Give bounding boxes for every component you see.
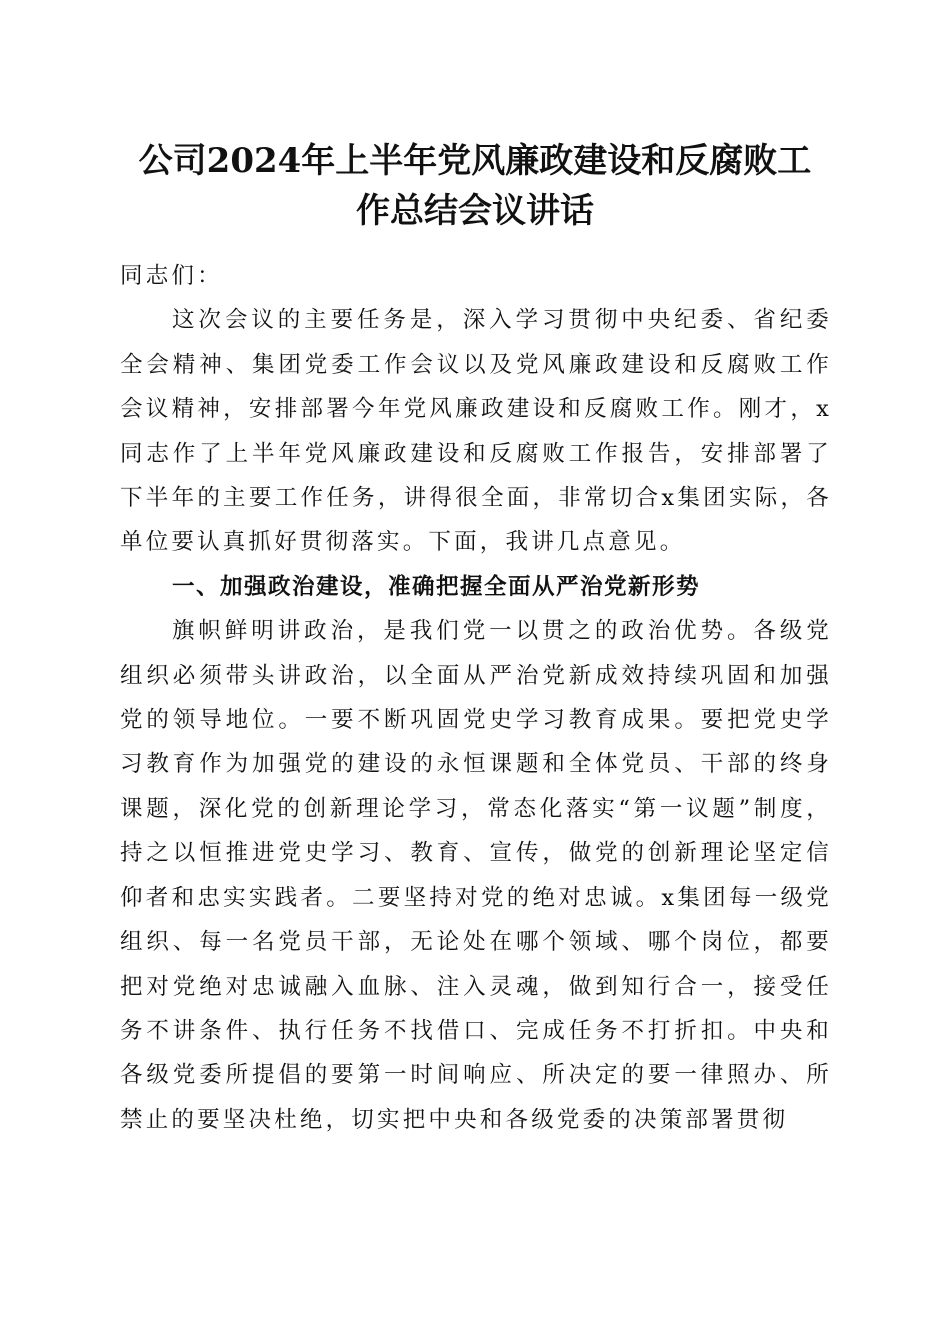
- intro-paragraph: 这次会议的主要任务是，深入学习贯彻中央纪委、省纪委全会精神、集团党委工作会议以及党风廉政建设和反腐败工作会议精神，安排部署今年党风廉政建设和反腐败工作。刚才，x同志作了上半年党风廉政建设和反腐败工作报告，安排部署了下半年的主要工作任务，讲得很全面，非常切合x集团实际，各单位要认真抓好贯彻落实。下面，我讲几点意见。: [120, 307, 832, 556]
- document-title: [100, 136, 850, 236]
- salutation: 同志们：: [120, 263, 223, 289]
- section-1-paragraph: 旗帜鲜明讲政治，是我们党一以贯之的政治优势。各级党组织必须带头讲政治，以全面从严治党新成效持续巩固和加强党的领导地位。一要不断巩固党史学习教育成果。要把党史学习教育作为加强党的建设的永恒课题和全体党员、干部的终身课题，深化党的创新理论学习，常态化落实“第一议题”制度，持之以恒推进党史学习、教育、宣传，做党的创新理论坚定信仰者和忠实实践者。二要坚持对党的绝对忠诚。x集团每一级党组织、每一名党员干部，无论处在哪个领域、哪个岗位，都要把对党绝对忠诚融入血脉、注入灵魂，做到知行合一，接受任务不讲条件、执行任务不找借口、完成任务不打折扣。中央和各级党委所提倡的要第一时间响应、所决定的要一律照办、所禁止的要坚决杜绝，切实把中央和各级党委的决策部署贯彻: [120, 618, 832, 1133]
- section-1-heading: 一、加强政治建设，准确把握全面从严治党新形势: [172, 573, 701, 600]
- title-line-1: 公司2024年上半年党风廉政建设和反腐败工: [138, 141, 812, 181]
- document-body: [120, 254, 832, 1142]
- title-line-2: 作总结会议讲话: [356, 191, 594, 231]
